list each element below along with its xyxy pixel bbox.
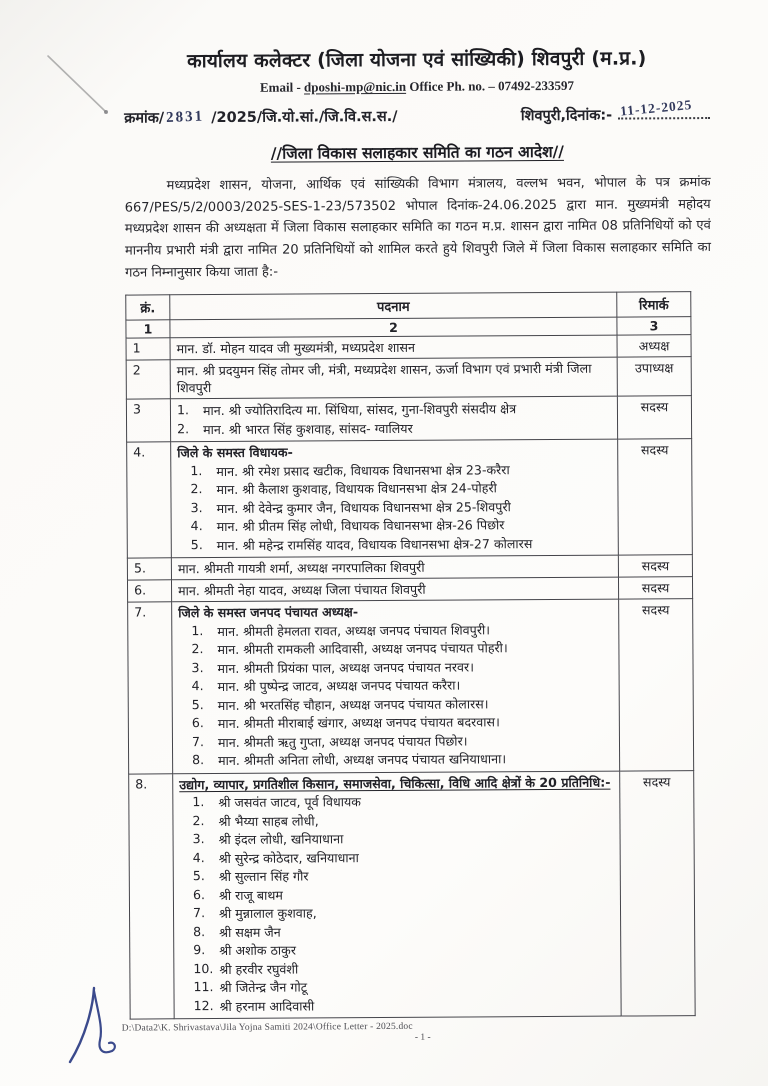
- table-row: [126, 356, 691, 398]
- list-item: [179, 792, 613, 812]
- list-item-text: श्री मुन्नालाल कुशवाह,: [218, 905, 317, 922]
- list-item-text: मान. श्रीमती प्रियंका पाल, अध्यक्ष जनपद पंचायत नरवर।: [217, 658, 474, 676]
- row-remark: सदस्य: [618, 555, 692, 577]
- list-item: [179, 676, 613, 696]
- row-group-heading: जिले के समस्त जनपद पंचायत अध्यक्ष-: [178, 604, 359, 621]
- subheader-3: 3: [617, 316, 691, 334]
- list-item-text: श्री इंदल लोधी, खनियाधाना: [218, 831, 344, 848]
- subheader-2: 2: [170, 317, 617, 338]
- list-item-number: 4.: [192, 849, 205, 865]
- list-item-text: मान. श्रीमती मीराबाई खंगार, अध्यक्ष जनपद पंचायत बदरवास।: [217, 714, 500, 732]
- row-remark: सदस्य: [620, 770, 695, 1016]
- row-designation: [170, 335, 617, 360]
- row-serial: 4.: [127, 442, 172, 558]
- list-item-number: 5.: [190, 536, 203, 552]
- row-remark: उपाध्यक्ष: [617, 356, 691, 395]
- row-designation: [172, 599, 620, 773]
- list-item-number: 3.: [191, 659, 204, 675]
- body-paragraph: मध्यप्रदेश शासन, योजना, आर्थिक एवं सांख्यिकी विभाग मंत्रालय, वल्लभ भवन, भोपाल के पत्र क्रमांक 667/PES/5/2/0003/2025-SES-1-23/573502 भोपाल दिनांक-24.06.2025 द्वारा मान. मुख्यमंत्री महोदय मध्यप्रदेश शासन की अध्यक्षता में जिला विकास सलाहकार समिति का गठन म.प्र. शासन द्वारा नामित 08 प्रतिनिधियों को एवं माननीय प्रभारी मंत्री द्वारा नामित 20 प्रतिनिधियों को शामिल करते हुये शिवपुरी जिले में जिला विकास सलाहकार समिति का गठन निम्नानुसार किया जाता है:-: [124, 175, 712, 281]
- row-group-heading: जिले के समस्त विधायक-: [177, 444, 293, 461]
- list-item-number: 7.: [191, 733, 205, 749]
- row-serial: 7.: [128, 602, 173, 774]
- row-designation: [170, 357, 617, 399]
- list-item: [177, 479, 611, 499]
- member-name: मान. श्रीमती नेहा यादव, अध्यक्ष जिला पंचायत शिवपुरी: [178, 581, 426, 599]
- list-item-number: 5.: [191, 696, 204, 712]
- list-item-number: 11.: [193, 979, 214, 995]
- place-date: [520, 96, 710, 125]
- row-serial: 8.: [129, 773, 174, 1019]
- header-serial: क्रं.: [126, 294, 170, 319]
- row-remark: सदस्य: [618, 439, 693, 555]
- footer-page-number: - 1 -: [414, 1032, 431, 1043]
- list-item: [180, 977, 614, 997]
- email-label: Email -: [259, 79, 305, 95]
- reference-number: [124, 106, 397, 128]
- list-item-text: मान. श्री महेन्द्र रामसिंह यादव, विधायक विधानसभा क्षेत्र-27 कोलारस: [216, 535, 533, 553]
- row-serial: 6.: [127, 580, 171, 602]
- list-item: [180, 884, 614, 904]
- list-item-number: 2.: [192, 812, 205, 828]
- list-item-number: 2.: [191, 641, 204, 657]
- list-item: [178, 620, 612, 640]
- header-remark: रिमार्क: [617, 291, 691, 316]
- office-phone: Office Ph. no. – 07492-233597: [406, 77, 575, 94]
- list-item-text: श्री अशोक ठाकुर: [219, 942, 297, 959]
- row-remark: सदस्य: [619, 599, 694, 771]
- list-item-text: श्री सुल्तान सिंह गौर: [218, 868, 309, 885]
- list-item: [179, 810, 613, 830]
- subheader-1: 1: [126, 319, 170, 337]
- row-serial: 5.: [127, 558, 171, 580]
- list-item-number: 1.: [190, 462, 203, 478]
- list-item: [180, 903, 614, 923]
- list-item-text: मान. श्री ज्योतिरादित्य मा. सिंधिया, सांसद, गुना-शिवपुरी संसदीय क्षेत्र: [202, 401, 517, 419]
- list-item: [178, 657, 612, 677]
- reference-line: [124, 96, 710, 128]
- list-item-text: मान. श्रीमती ऋतु गुप्ता, अध्यक्ष जनपद पंचायत पिछोर।: [217, 733, 468, 750]
- committee-table: [125, 291, 695, 1020]
- row-group-heading: उद्योग, व्यापार, प्रगतिशील किसान, समाजसेवा, चिकित्सा, विधि आदि क्षेत्रों के 20 प्रतिनिधि:-: [179, 774, 611, 792]
- list-item-number: 7.: [192, 905, 206, 921]
- list-item: [177, 418, 611, 438]
- list-item-text: मान. श्री पुष्पेन्द्र जाटव, अध्यक्ष जनपद पंचायत करैरा।: [217, 677, 461, 695]
- list-item: [180, 847, 614, 867]
- list-item-text: श्री हरवीर रघुवंशी: [219, 961, 299, 977]
- list-item-text: मान. श्रीमती रामकली आदिवासी, अध्यक्ष जनपद पंचायत पोहरी।: [217, 640, 508, 658]
- list-item-number: 1.: [191, 622, 204, 638]
- list-item-text: मान. श्रीमती हेमलता रावत, अध्यक्ष जनपद पंचायत शिवपुरी।: [217, 621, 491, 639]
- list-item-number: 3.: [190, 499, 203, 515]
- list-item-text: श्री हरनाम आदिवासी: [219, 997, 315, 1014]
- header-designation: पदनाम: [170, 292, 617, 320]
- list-item: [180, 958, 614, 978]
- list-item: [179, 731, 613, 751]
- table-header-row: [126, 291, 691, 319]
- list-item: [178, 534, 612, 554]
- place-date-label: शिवपुरी,दिनांक:-: [520, 107, 613, 125]
- table-row: [126, 395, 691, 442]
- list-item-number: 4.: [190, 518, 203, 534]
- list-item-text: मान. श्री देवेन्द्र कुमार जैन, विधायक विधानसभा क्षेत्र 25-शिवपुरी: [216, 498, 511, 516]
- ref-number-suffix: /2025/जि.यो.सां./जि.वि.स.स./: [206, 108, 398, 127]
- list-item-text: श्री सक्षम जैन: [219, 924, 281, 940]
- list-item-text: श्री राजू बाथम: [218, 887, 283, 903]
- list-item-text: मान. श्री रमेश प्रसाद खटीक, विधायक विधानसभा क्षेत्र 23-करैरा: [216, 461, 510, 479]
- contact-line: [124, 77, 710, 97]
- date-handwritten: 11-12-2025: [619, 96, 693, 119]
- list-item-number: 5.: [192, 868, 205, 884]
- list-item-number: 2.: [190, 481, 203, 497]
- list-item-number: 4.: [191, 678, 204, 694]
- list-item-text: श्री जसवंत जाटव, पूर्व विधायक: [218, 794, 361, 811]
- list-item-number: 6.: [191, 715, 204, 731]
- list-item-number: 1.: [176, 402, 190, 418]
- list-item: [181, 995, 615, 1015]
- list-item: [177, 460, 611, 480]
- table-row: [127, 439, 693, 558]
- list-item: [179, 694, 613, 714]
- member-name: मान. श्री प्रदयुमन सिंह तोमर जी, मंत्री, मध्यप्रदेश शासन, ऊर्जा विभाग एवं प्रभारी मंत्री जिला शिवपुरी: [176, 360, 592, 395]
- list-item: [180, 940, 614, 960]
- list-item: [179, 750, 613, 770]
- email-address: dposhi-mp@nic.in: [303, 78, 407, 95]
- ref-number-handwritten: 2831: [165, 108, 205, 126]
- member-name: मान. श्रीमती गायत्री शर्मा, अध्यक्ष नगरपालिका शिवपुरी: [177, 559, 425, 577]
- office-title: कार्यालय कलेक्टर (जिला योजना एवं सांख्यिकी) शिवपुरी (म.प्र.): [187, 47, 647, 73]
- list-item-text: मान. श्री कैलाश कुशवाह, विधायक विधानसभा क्षेत्र 24-पोहरी: [216, 480, 497, 498]
- row-serial: 1: [126, 337, 170, 359]
- list-item-text: मान. श्री भरतसिंह चौहान, अध्यक्ष जनपद पंचायत कोलारस।: [217, 695, 489, 713]
- list-item-number: 3.: [192, 831, 205, 847]
- list-item: [177, 400, 611, 420]
- list-item-text: मान. श्रीमती अनिता लोधी, अध्यक्ष जनपद पंचायत खनियाधाना।: [218, 751, 507, 769]
- list-item-text: श्री भैय्या साहब लोधी,: [218, 812, 319, 829]
- list-item: [178, 497, 612, 517]
- list-item-number: 12.: [193, 997, 214, 1013]
- list-item-text: मान. श्री प्रीतम सिंह लोधी, विधायक विधानसभा क्षेत्र-26 पिछोर: [216, 517, 505, 535]
- list-item-number: 6.: [192, 886, 205, 902]
- row-designation: [170, 396, 617, 442]
- date-field: [618, 96, 710, 120]
- list-item-text: श्री जितेन्द्र जैन गोटू: [219, 979, 308, 996]
- list-item: [180, 866, 614, 886]
- row-serial: 2: [126, 359, 170, 398]
- order-subject: //जिला विकास सलाहकार समिति का गठन आदेश//: [270, 142, 564, 163]
- list-item-number: 10.: [193, 960, 214, 976]
- list-item: [178, 639, 612, 659]
- member-name: मान. डॉ. मोहन यादव जी मुख्यमंत्री, मध्यप्रदेश शासन: [176, 339, 416, 356]
- list-item-number: 2.: [177, 420, 190, 436]
- list-item-text: श्री सुरेन्द्र कोठेदार, खनियाधाना: [218, 849, 359, 866]
- row-designation: [173, 771, 621, 1019]
- row-remark: सदस्य: [618, 577, 692, 599]
- row-designation: [171, 439, 619, 558]
- table-row: [128, 599, 694, 774]
- row-remark: सदस्य: [617, 395, 691, 439]
- row-designation: [171, 577, 618, 602]
- ref-number-prefix: क्रमांक/: [124, 110, 165, 127]
- list-item-text: मान. श्री भारत सिंह कुशवाह, सांसद- ग्वालियर: [203, 420, 413, 437]
- list-item: [180, 829, 614, 849]
- list-item: [179, 713, 613, 733]
- list-item: [178, 516, 612, 536]
- list-item-number: 8.: [192, 752, 205, 768]
- list-item-number: 9.: [193, 942, 206, 958]
- row-remark: अध्यक्ष: [617, 334, 691, 356]
- list-item: [180, 921, 614, 941]
- footer-file-path: D:\Data2\K. Shrivastava\Jila Yojna Samiti 2024\Office Letter - 2025.doc: [121, 1021, 413, 1034]
- table-row: [129, 770, 695, 1019]
- list-item-number: 1.: [192, 794, 205, 810]
- list-item-number: 8.: [193, 923, 206, 939]
- row-serial: 3: [126, 398, 170, 442]
- row-designation: [171, 555, 618, 580]
